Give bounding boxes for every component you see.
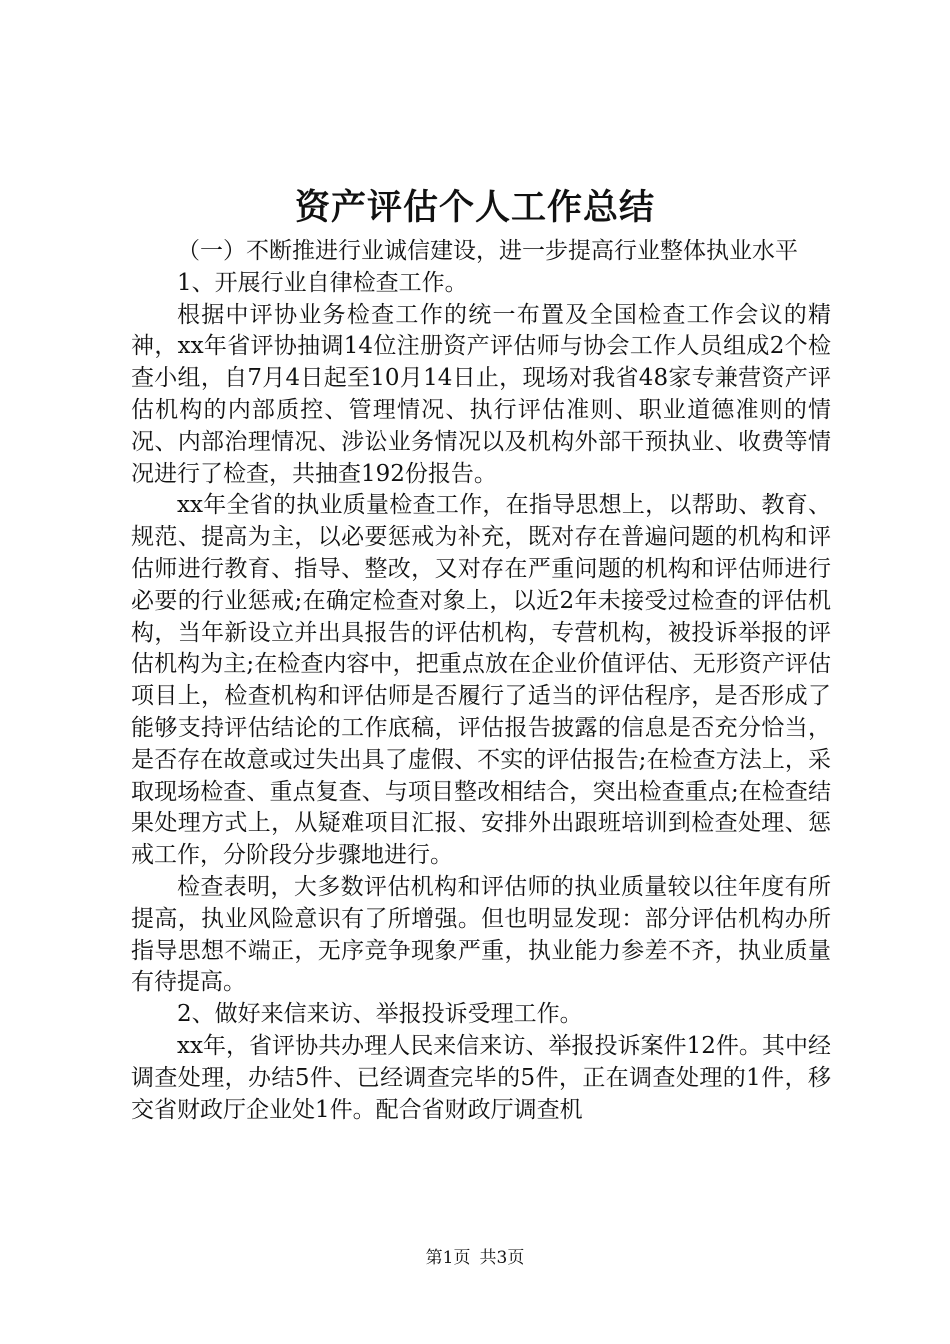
section-heading: （一）不断推进行业诚信建设，进一步提高行业整体执业水平	[177, 238, 798, 264]
body-paragraph: xx年全省的执业质量检查工作，在指导思想上，以帮助、教育、规范、提高为主，以必要惩戒为补充，既对存在普遍问题的机构和评估师进行教育、指导、整改，又对存在严重问题的机构和评估师进行必要的行业惩戒;在确定检查对象上，以近2年未接受过检查的评估机构，当年新设立并出具报告的评估机构，专营机构，被投诉举报的评估机构为主;在检查内容中，把重点放在企业价值评估、无形资产评估项目上，检查机构和评估师是否履行了适当的评估程序，是否形成了能够支持评估结论的工作底稿，评估报告披露的信息是否充分恰当，是否存在故意或过失出具了虚假、不实的评估报告;在检查方法上，采取现场检查、重点复查、与项目整改相结合，突出检查重点;在检查结果处理方式上，从疑难项目汇报、安排外出跟班培训到检查处理、惩戒工作，分阶段分步骤地进行。	[131, 492, 831, 869]
document-title: 资产评估个人工作总结	[294, 187, 655, 228]
document-body	[131, 236, 831, 1126]
page-footer	[0, 1246, 950, 1270]
subsection-heading: 2、做好来信来访、举报投诉受理工作。	[177, 1001, 583, 1028]
body-paragraph: xx年，省评协共办理人民来信来访、举报投诉案件12件。其中经调查处理，办结5件、已经调查完毕的5件，正在调查处理的1件，移交省财政厅企业处1件。配合省财政厅调查机	[131, 1032, 831, 1123]
page-total: 共3页	[479, 1248, 525, 1268]
subsection-heading: 1、开展行业自律检查工作。	[177, 269, 468, 296]
body-paragraph: 根据中评协业务检查工作的统一布置及全国检查工作会议的精神，xx年省评协抽调14位注册资产评估师与协会工作人员组成2个检查小组，自7月4日起至10月14日止，现场对我省48家专兼营资产评估机构的内部质控、管理情况、执行评估准则、职业道德准则的情况、内部治理情况、涉讼业务情况以及机构外部干预执业、收费等情况进行了检查，共抽查192份报告。	[131, 301, 831, 487]
page-number: 第1页	[425, 1248, 471, 1268]
body-paragraph: 检查表明，大多数评估机构和评估师的执业质量较以往年度有所提高，执业风险意识有了所增强。但也明显发现：部分评估机构办所指导思想不端正，无序竞争现象严重，执业能力参差不齐，执业质量有待提高。	[131, 873, 831, 996]
